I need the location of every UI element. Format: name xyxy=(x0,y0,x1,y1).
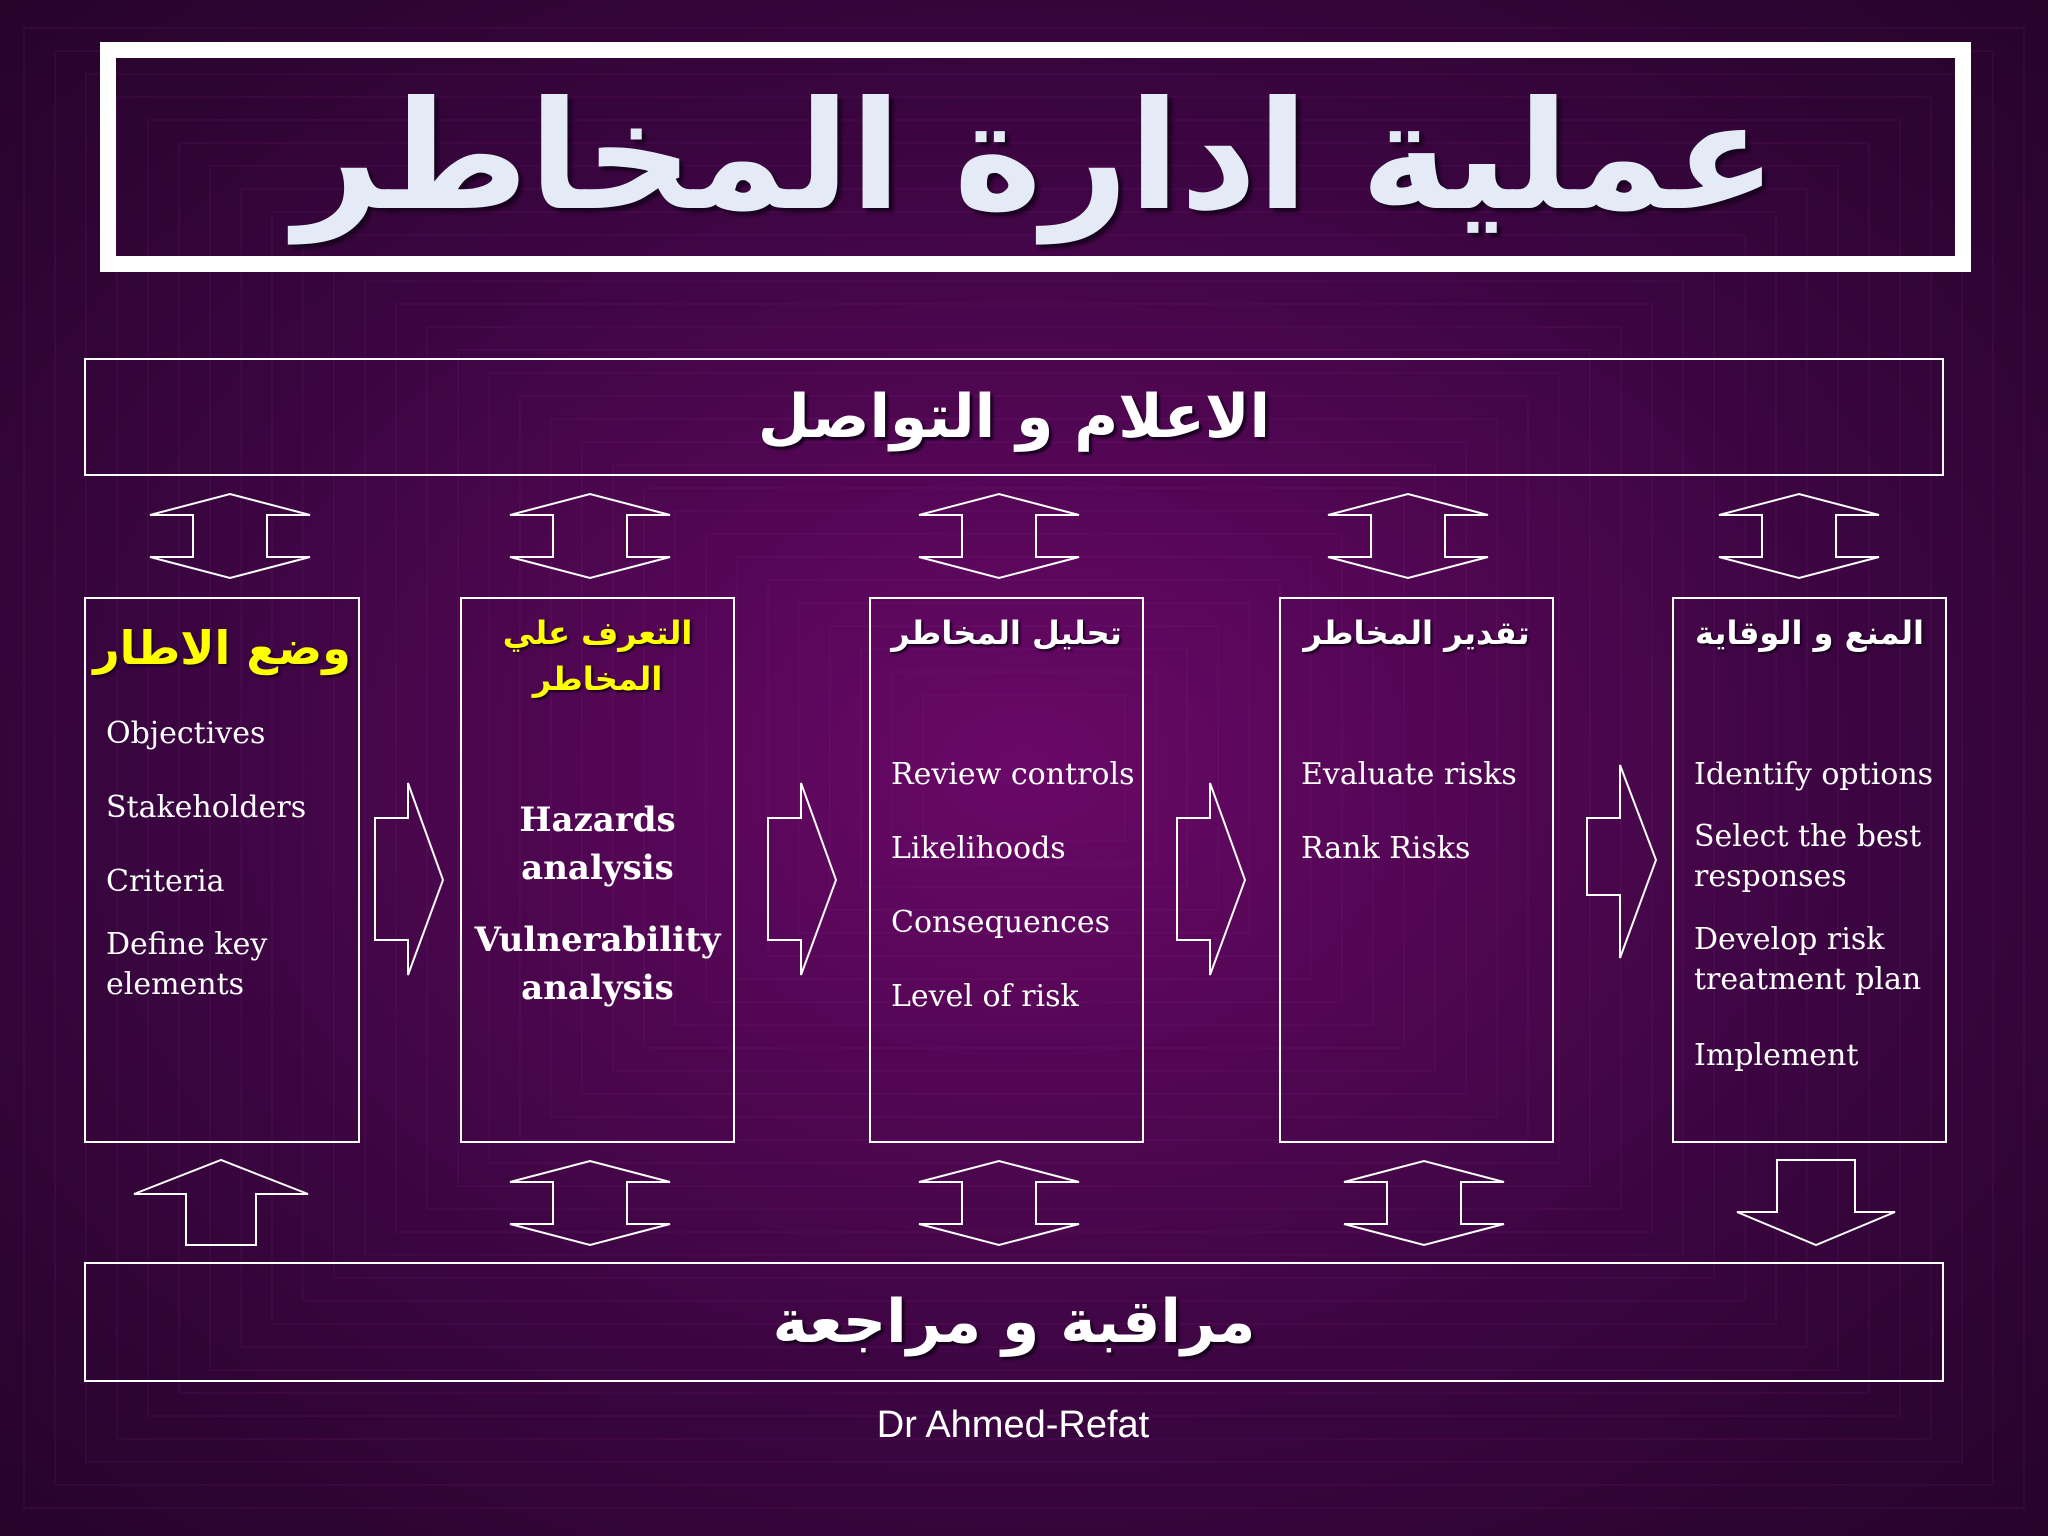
stage-treatment-item: treatment plan xyxy=(1694,962,1922,997)
stage-treatment-item: Select the best xyxy=(1694,819,1922,854)
stage-context-title: وضع الاطار xyxy=(93,621,351,675)
right-arrow xyxy=(375,783,443,975)
up-down-arrow xyxy=(1328,494,1488,578)
communication-label: الاعلام و التواصل xyxy=(757,382,1271,452)
stage-analysis-item: Likelihoods xyxy=(891,831,1066,866)
stage-context-item: Criteria xyxy=(106,864,225,899)
up-down-arrow xyxy=(510,1161,670,1245)
vulnerability-label: Vulnerability xyxy=(474,920,721,960)
up-down-arrow xyxy=(919,1161,1079,1245)
stage-evaluation-item: Rank Risks xyxy=(1301,831,1471,866)
stage-treatment-item: Implement xyxy=(1694,1038,1859,1073)
up-down-arrow xyxy=(1344,1161,1504,1245)
stage-evaluation-title: تقدير المخاطر xyxy=(1303,614,1530,652)
stage-context-item: Stakeholders xyxy=(106,790,307,825)
stage-context-item: Objectives xyxy=(106,716,266,751)
up-down-arrow xyxy=(510,494,670,578)
vulnerability-analysis-label: analysis xyxy=(521,968,674,1008)
right-arrow xyxy=(1587,765,1656,958)
stage-treatment-item: Identify options xyxy=(1694,757,1934,792)
stage-analysis-item: Consequences xyxy=(891,905,1111,940)
up-down-arrow xyxy=(1719,494,1879,578)
hazards-label: Hazards xyxy=(519,800,676,840)
stage-analysis-item: Review controls xyxy=(891,757,1135,792)
monitoring-label: مراقبة و مراجعة xyxy=(772,1287,1256,1357)
right-arrow xyxy=(768,783,836,975)
up-arrow xyxy=(134,1160,308,1245)
stage-treatment-item: responses xyxy=(1694,859,1847,894)
stage-identification-title: التعرف علي xyxy=(502,614,693,652)
stage-identification-title-line2: المخاطر xyxy=(532,660,663,698)
up-down-arrow xyxy=(150,494,310,578)
right-arrow xyxy=(1177,783,1245,975)
stage-analysis-item: Level of risk xyxy=(891,979,1079,1014)
stage-analysis-title: تحليل المخاطر xyxy=(891,614,1122,652)
stage-context-item: elements xyxy=(106,967,245,1002)
up-down-arrow xyxy=(919,494,1079,578)
stage-treatment-item: Develop risk xyxy=(1694,922,1885,957)
stage-evaluation-item: Evaluate risks xyxy=(1301,757,1517,792)
hazards-analysis-label: analysis xyxy=(521,848,674,888)
stage-treatment-title: المنع و الوقاية xyxy=(1695,614,1924,652)
author-credit: Dr Ahmed-Refat xyxy=(876,1404,1150,1446)
page-title: عملية ادارة المخاطر xyxy=(294,70,1777,244)
stage-context-item: Define key xyxy=(106,927,268,962)
down-arrow xyxy=(1737,1160,1895,1245)
